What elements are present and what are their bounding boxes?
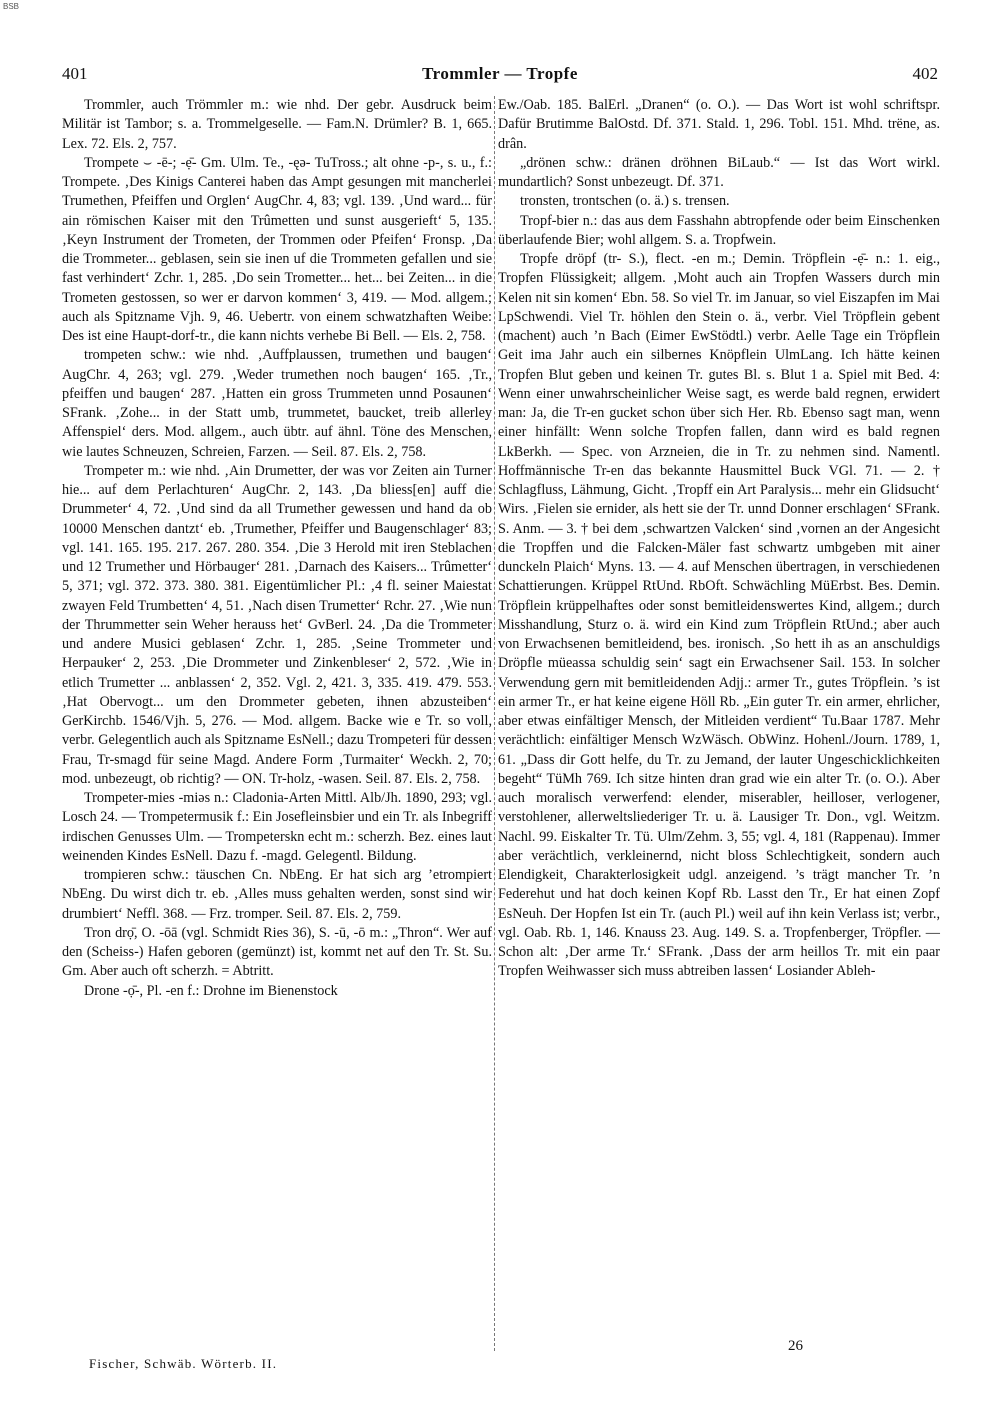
entry-tron: Tron drọ̄, O. -ōā (vgl. Schmidt Ries 36), S. -ū, -ō m.: „Thron“. Wer auf den (Scheiss-) Hafen geboren (gemünzt) ist, kommt net auf den Tr. St. Su. Gm. Aber auch oft scherzh. = Abtritt. <box>62 924 492 980</box>
entry-droenen: „drönen schw.: dränen dröhnen BiLaub.“ — Ist das Wort wirkl. mundartlich? Sonst unbezeugt. Df. 371. <box>498 154 940 190</box>
left-page-number: 401 <box>62 64 88 83</box>
entry-tronsten: tronsten, trontschen (o. ä.) s. trensen. <box>520 193 730 210</box>
entry-trommler: Trommler, auch Trömmler m.: wie nhd. Der gebr. Ausdruck beim Militär ist Tambor; s. a. Trommelgeselle. — Fam.N. Drümler? B. 1, 665. Lex. 72. Els. 2, 757. <box>62 97 492 152</box>
left-column <box>62 96 492 1001</box>
entry-trompeter: Trompeter m.: wie nhd. ‚Ain Drumetter, der was vor Zeiten ain Turner hie... auf dem Perlachturen‘ AugChr. 2, 143. ‚Da bliess[en] auff die Drummeter‘ 4, 72. ‚Und sind da all Trumether gewessen und hand da ob 10000 Menschen dantzt‘ eb. ‚Trumether, Pfeiffer und Baugenschlager‘ 83; vgl. 141. 165. 195. 217. 267. 280. 354. ‚Die 3 Herold mit iren Steblachen und 12 Trumether und Hörbauger‘ 281. ‚Darnach des Kaisers... Trûmetter‘ 5, 371; vgl. 372. 373. 380. 381. Eigentümlicher Pl.: ‚4 fl. seiner Maiestat zwayen Feld Trumbetten‘ 4, 51. ‚Nach disen Trumetter‘ Rchr. 27. ‚Wie nun der Thrummetter sein Weher herauss het‘ GvBerl. 24. ‚Da die Trommeter und andere Musici geblasen‘ Zchr. 1, 285. ‚Seine Trommeter und Herpauker‘ 2, 253. ‚Die Drommeter und Zinkenbleser‘ 2, 572. ‚Wie in etlich Trumetter ... anblassen‘ 2, 352. Vgl. 2, 421. 3, 335. 419. 479. 553. ‚Hat Obervogt... um den Drommeter gebeten, ihnen abzusteiben‘ GerKirchb. 1546/Vjh. 5, 276. — Mod. allgem. Backe wie e Tr. so voll, verbr. Gelegentlich auch als Spitzname EsNell.; dazu Trompeteri für dessen Frau, Tr-smagd für seine Magd. Andere Form ‚Turmaiter‘ Weckh. 2, 70; mod. unbezeugt, ob richtig? — ON. Tr-holz, -wasen. Seil. 87. Els. 2, 758. <box>62 462 492 787</box>
entry-tropf-bier: Tropf-bier n.: das aus dem Fasshahn abtropfende oder beim Einschenken überlaufende Bier; wohl allgem. S. a. Tropfwein. <box>498 212 940 248</box>
footer-source: Fischer, Schwäb. Wörterb. II. <box>89 1356 278 1371</box>
entry-trompieren: trompieren schw.: täuschen Cn. NbEng. Er hat sich arg ’etrompiert NbEng. Du wirst dich tr. eb. ‚Alles muss gehalten werden, sonst sind wir drumbiert‘ Neffl. 368. — Frz. tromper. Seil. 87. Els. 2, 759. <box>62 867 492 922</box>
right-page-number: 402 <box>912 64 938 83</box>
running-head: Trommler — Tropfe <box>422 64 578 83</box>
entry-trompeter-mies: Trompeter-mies -miəs n.: Cladonia-Arten Mittl. Alb/Jh. 1890, 293; vgl. Losch 24. — Trompetermusik f.: Ein Josefleinsbier und ein Tr. als Inbegriff irdischen Genusses Ulm. — Trompeterskn echt m.: scherzh. Bez. eines laut weinenden Kindes EsNell. Dazu f. -magd. Gelegentl. Bildung. <box>62 790 492 864</box>
entry-trompete: Trompete ⌣ -ē-; -ẹ̄- Gm. Ulm. Te., -ęə- TuTross.; alt ohne -p-, s. u., f.: Trompete. ‚Des Kinigs Canterei haben das Ampt gesungen mit mancherlei Trumethen, Pfeiffen und Orglen‘ AugChr. 4, 83; vgl. 139. ‚Und ward... für ain römischen Kaiser mit den Trûmetten und sunst ausgerieft‘ 5, 135. ‚Keyn Instrument der Trometen, der Trommen oder Pfeifen‘ Fronsp. ‚Da die Trommeter... geblasen, sein sie inen uf die Trommeten gefallen und sie fast verhindert‘ Zchr. 1, 285. ‚Do sein Trometter... het... bei Zeiten... in die Trometen gestossen, so wer er darvon kommen‘ 3, 419. — Mod. allgem.; auch als Spitzname Vjh. 9, 46. Uebertr. von einem schwatzhaften Weibe: Des ist eine Haupt-dorf-tr., die kann nichts verhebe Bi Bell. — Els. 2, 758. <box>62 154 492 344</box>
entry-drone: Drone -ọ̄-, Pl. -en f.: Drohne im Bienenstock <box>84 982 338 999</box>
library-mark: BSB <box>3 2 20 11</box>
column-divider <box>494 96 495 1351</box>
entry-drone-continued: Ew./Oab. 185. BalErl. „Dranen“ (o. O.). — Das Wort ist wohl schriftspr. Dafür Brutimme BalOstd. Df. 371. Stald. 1, 296. Tobl. 151. Mhd. trëne, as. drân. <box>498 97 940 152</box>
entry-tropfe: Tropfe dröpf (tr- S.), flect. -en m.; Demin. Tröpflein -ẹ̄- n.: 1. eig., Tropfen Flüssigkeit; allgem. ‚Moht auch ain Tropfen Wassers durch min Kelen nit sin komen‘ Ebn. 58. So viel Tr. im Januar, so viel Eiszapfen im Mai LpSchwendi. Viel Tr. höhlen den Stein o. ä., verbr. Viel Tröpflein gebent (machent) auch ’n Bach (Eimer EwStödtl.) verbr. Aelle Tage ein Tröpflein Geit ima Jahr auch ein silbernes Knöpflein UlmLang. Ich hätte keinen Tropfen Blut geben und keinen Tr. gutes Bl. s. Blut 1 a. Spiel mit Bed. 4: Wenn einer unwahrscheinlicher Weise sagt, es werde bald regnen, erwidert man: Ja, die Tr-en gucket schon über sich Her. Rb. Ebenso sagt man, wenn einer hinfällt: Wenn solche Tropfen fallen, dann wird es bald regnen LkBerkh. — Spec. von Arzneien, die in Tr. zu nehmen sind. Namentl. Hoffmännische Tr-en das bekannte Hausmittel Buck VGl. 71. — 2. † Schlagfluss, Lähmung, Gicht. ‚Tropff ein Art Paralysis... mehr ein Glidsucht‘ Wirs. ‚Fielen sie ernider, als hett sie der Tr. unnd Donner erschlagen‘ SFrank. S. Anm. — 3. † bei dem ‚schwartzen Valcken‘ sind ‚vornen an der Angesicht die Tropffen und die Falcken-Mäler fast schwartz umbgeben mit ainer dunckeln Plaich‘ Myns. 13. — 4. auf Menschen übertragen, in verschiedenen Schattierungen. Krüppel RtUnd. RbOft. Schwächling MüErbst. Bes. Demin. Tröpflein krüppelhaftes oder sonst bemitleidenswertes Kind, allgem.; durch Misshandlung, Sturz o. ä. wird ein Kind zum Tröpflein RtUnd.; aber auch von Erwachsenen bemitleidend, bes. ironisch. ‚So hett ih as an anschuldigs Dröpfle müeassa schuldig sein‘ sagt ein Erwachsener Sail. 153. In solcher Verwendung gern mit bemitleidenden Adjj.: armer Tr., gutes Tröpflein. ’s ist ein armer Tr., er hat keine eigene Höll Rb. „Ein guter Tr. ein armer, ehrlicher, aber etwas einfältiger Mensch, der Mitleiden verdient“ Tu.Baar 1787. Mehr verächtlich: einfältiger Mensch WzWäsch. ObWinz. Hohenl./Journ. 1789, 1, 61. „Dass dir Gott helfe, du Tr. zu Jemand, der lauter Ungeschicklichkeiten begeht“ TüMh 769. Ich sitze hinten dran grad wie ein alter Tr. (o. O.). Aber auch moralisch verwerfend: elender, miserabler, heilloser, verlogener, verstohlener, allerweltsliederiger Tr. u. ä. Lausiger Tr. Don., vgl. Weitzm. Nachl. 99. Eiskalter Tr. Tü. Ulm/Zehm. 3, 55; vgl. 4, 181 (Rappenau). Immer aber verächtlich, verkleinernd, nicht bloss Schlechtigkeit, sondern auch Elendigkeit, Charakterlosigkeit udgl. anzeigend. ’s trägt mancher Tr. ’n Federehut und hat doch keinen Kopf Rb. Lasst den Tr., Er hat einen Zopf EsNeuh. Der Hopfen Ist ein Tr. (auch Pl.) weil auf ihn kein Verlass ist; verbr., vgl. Oab. Rb. 1, 146. Knauss 23. Aug. 149. S. a. Tropfenberger, Tröpfler. — Schon alt: ‚Der arme Tr.‘ SFrank. ‚Dass der arm heillos Tr. mit ein paar Tropfen Weihwasser sich muss abtreiben lassen‘ Losiander Ableh- <box>498 251 940 980</box>
signature-mark: 26 <box>788 1338 803 1354</box>
entry-trompeten: trompeten schw.: wie nhd. ‚Auffplaussen, trumethen und baugen‘ AugChr. 4, 263; vgl. 279. ‚Weder trumethen noch baugen‘ 165. ‚Tr., pfeiffen und baugen‘ 287. ‚Hatten ein gross Trummeten unnd Posaunen‘ SFrank. ‚Zohe... in der Statt umb, trummetet, baucket, treib allerley Affenspiel‘ ders. Mod. allgem., auch übtr. auf ähnl. Töne des Menschen, wie lautes Schneuzen, Schreien, Farzen. — Seil. 87. Els. 2, 758. <box>62 347 492 460</box>
right-column <box>498 96 940 982</box>
